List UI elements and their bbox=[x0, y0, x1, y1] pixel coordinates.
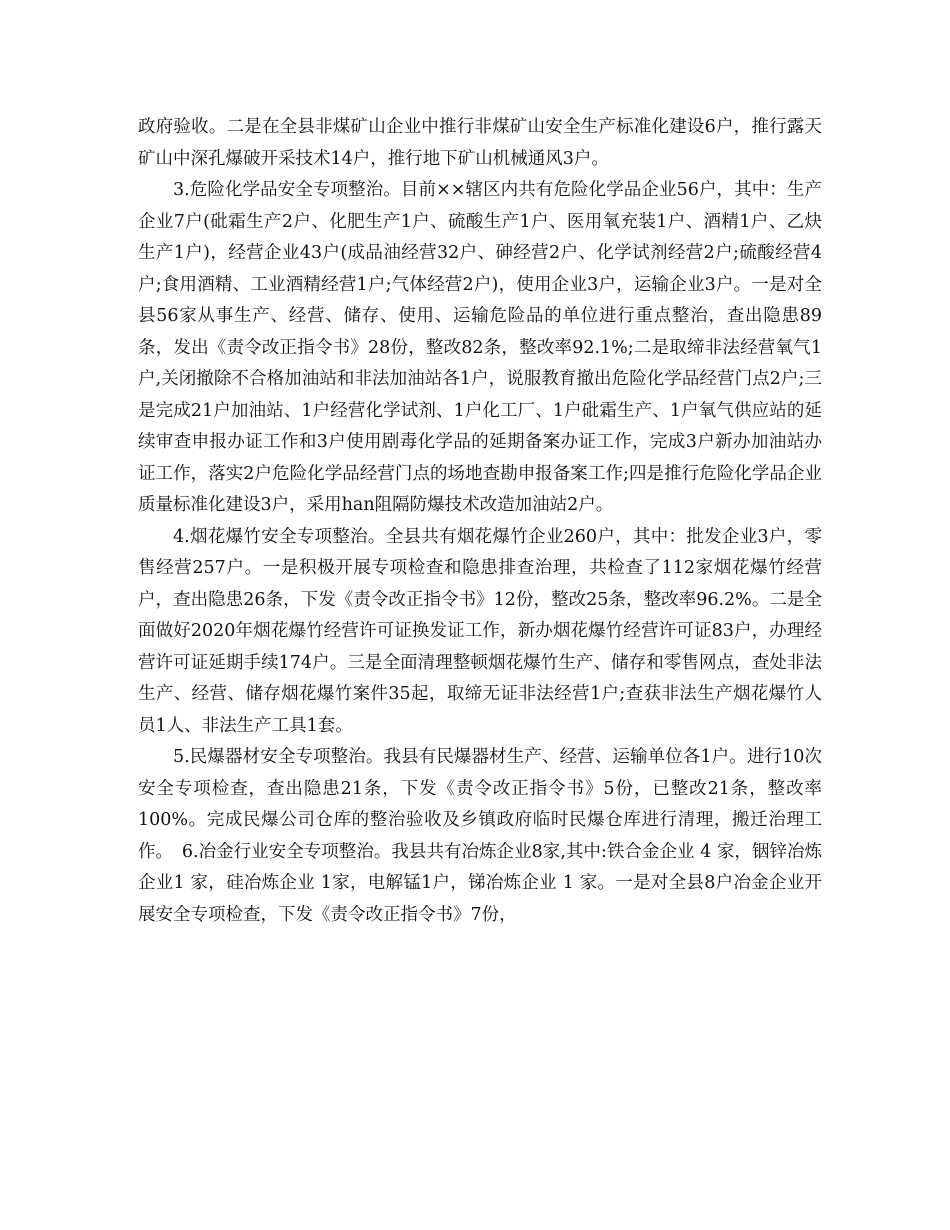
paragraph-hazardous-chemicals: 3.危险化学品安全专项整治。目前××辖区内共有危险化学品企业56户，其中：生产企业7户(砒霜生产2户、化肥生产1户、硫酸生产1户、医用氧充装1户、酒精1户、乙炔生产1户)，经营企业43户(成品油经营32户、砷经营2户、化学试剂经营2户;硫酸经营4户;食用酒精、工业酒精经营1户;气体经营2户)，使用企业3户，运输企业3户。一是对全县56家从事生产、经营、储存、使用、运输危险品的单位进行重点整治，查出隐患89条，发出《责令改正指令书》28份，整改82条，整改率92.1%;二是取缔非法经营氧气1户,关闭撤除不合格加油站和非法加油站各1户，说服教育撤出危险化学品经营门点2户;三是完成21户加油站、1户经营化学试剂、1户化工厂、1户砒霜生产、1户氧气供应站的延续审查申报办证工作和3户使用剧毒化学品的延期备案办证工作，完成3户新办加油站办证工作，落实2户危险化学品经营门点的场地查勘申报备案工作;四是推行危险化学品企业质量标准化建设3户，采用han阻隔防爆技术改造加油站2户。 bbox=[138, 180, 822, 515]
paragraph-mining-acceptance: 政府验收。二是在全县非煤矿山企业中推行非煤矿山安全生产标准化建设6户，推行露天矿山中深孔爆破开采技术14户，推行地下矿山机械通风3户。 bbox=[138, 117, 822, 169]
paragraph-fireworks: 4.烟花爆竹安全专项整治。全县共有烟花爆竹企业260户，其中：批发企业3户，零售经营257户。一是积极开展专项检查和隐患排查治理，共检查了112家烟花爆竹经营户，查出隐患26条，下发《责令改正指令书》12份，整改25条，整改率96.2%。二是全面做好2020年烟花爆竹经营许可证换发证工作，新办烟花爆竹经营许可证83户，办理经营许可证延期手续174户。三是全面清理整顿烟花爆竹生产、储存和零售网点，查处非法生产、经营、储存烟花爆竹案件35起，取缔无证非法经营1户;查获非法生产烟花爆竹人员1人、非法生产工具1套。 bbox=[138, 526, 822, 736]
document-page bbox=[138, 112, 822, 931]
paragraph-explosives-metallurgy: 5.民爆器材安全专项整治。我县有民爆器材生产、经营、运输单位各1户。进行10次安全专项检查，查出隐患21条，下发《责令改正指令书》5份，已整改21条，整改率100%。完成民爆公司仓库的整治验收及乡镇政府临时民爆仓库进行清理，搬迁治理工作。 6.冶金行业安全专项整治。我县共有冶炼企业8家,其中:铁合金企业 4 家，铟锌冶炼企业1 家，硅冶炼企业 1家，电解锰1户，锑冶炼企业 1 家。一是对全县8户冶金企业开展安全专项检查，下发《责令改正指令书》7份， bbox=[138, 747, 822, 925]
